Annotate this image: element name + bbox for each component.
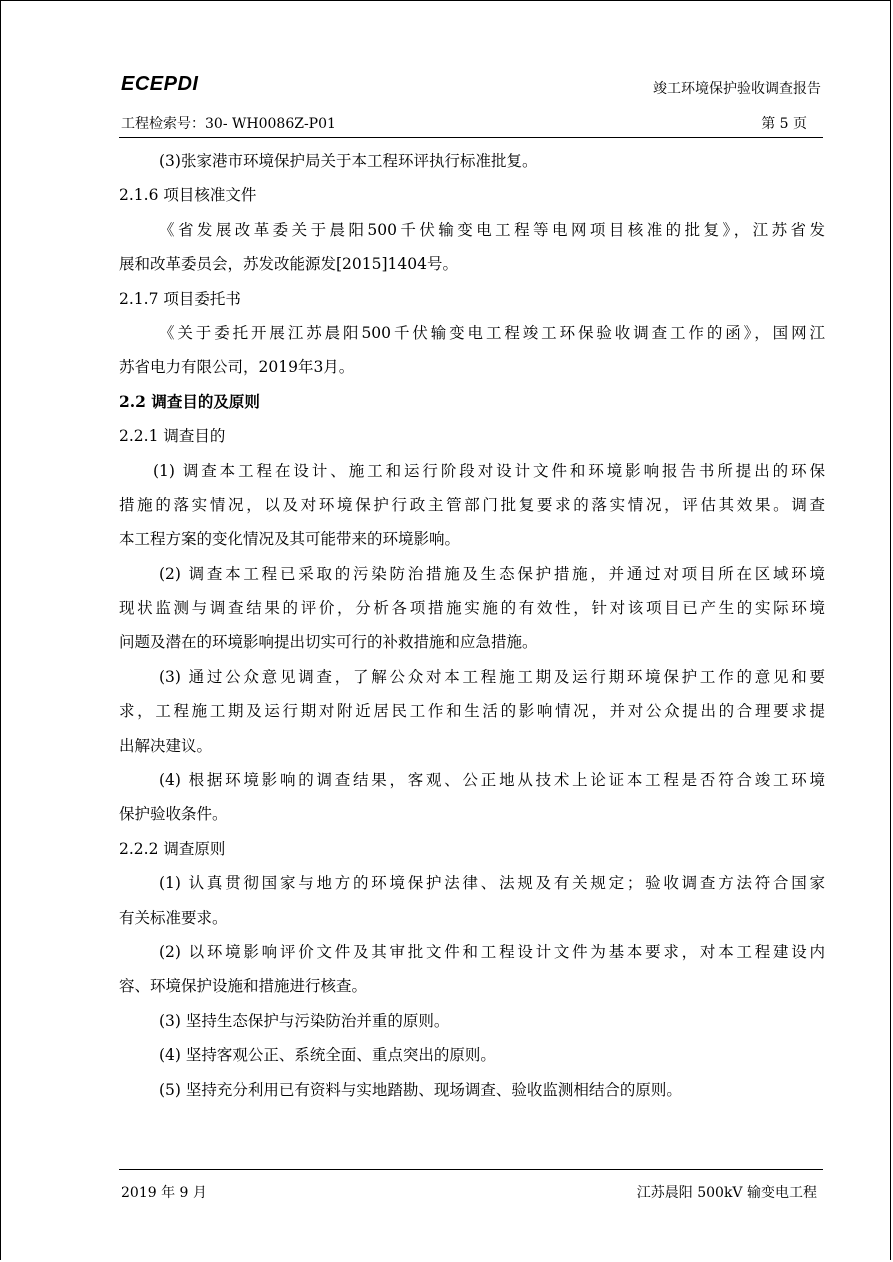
paragraph-line: 保护验收条件。 (119, 805, 228, 824)
paragraph-line: 求，工程施工期及运行期对附近居民工作和生活的影响情况，并对公众提出的合理要求提 (119, 702, 825, 721)
paragraph-line: (1) 调查本工程在设计、施工和运行阶段对设计文件和环境影响报告书所提出的环保 (153, 461, 825, 480)
body-text (119, 144, 825, 1107)
paragraph-line: (3)张家港市环境保护局关于本工程环评执行标准批复。 (159, 152, 538, 170)
paragraph-line: 容、环境保护设施和措施进行核查。 (119, 977, 368, 996)
page-header (119, 67, 823, 138)
paragraph-line: (2) 调查本工程已采取的污染防治措施及生态保护措施，并通过对项目所在区域环境 (159, 564, 825, 583)
paragraph-line: 有关标准要求。 (119, 908, 228, 927)
footer-project-name: 江苏晨阳 500kV 输变电工程 (636, 1185, 817, 1201)
page-footer (119, 1169, 823, 1210)
paragraph-line: 《关于委托开展江苏晨阳500千伏输变电工程竣工环保验收调查工作的函》，国网江 (159, 323, 825, 342)
paragraph-line: 展和改革委员会，苏发改能源发[2015]1404号。 (119, 255, 458, 274)
paragraph-line: 现状监测与调查结果的评价，分析各项措施实施的有效性，针对该项目已产生的实际环境 (119, 599, 825, 618)
paragraph-line: (4) 根据环境影响的调查结果，客观、公正地从技术上论证本工程是否符合竣工环境 (159, 771, 825, 790)
paragraph-line: 苏省电力有限公司，2019年3月。 (119, 358, 355, 377)
footer-date: 2019 年 9 月 (121, 1185, 207, 1201)
section-heading: 2.1.7 项目委托书 (119, 289, 241, 308)
paragraph-line: 本工程方案的变化情况及其可能带来的环境影响。 (119, 530, 461, 549)
section-heading: 2.2.2 调查原则 (119, 839, 226, 858)
company-logo: ECEPDI (121, 73, 199, 95)
paragraph-line: (1) 认真贯彻国家与地方的环境保护法律、法规及有关规定；验收调查方法符合国家 (159, 874, 825, 893)
paragraph-line: (4) 坚持客观公正、系统全面、重点突出的原则。 (159, 1046, 496, 1065)
paragraph-line: 《省发展改革委关于晨阳500千伏输变电工程等电网项目核准的批复》，江苏省发 (159, 220, 825, 239)
paragraph-line: (5) 坚持充分利用已有资料与实地踏勘、现场调查、验收监测相结合的原则。 (159, 1080, 682, 1099)
section-heading: 2.2 调查目的及原则 (119, 391, 260, 411)
project-number: 工程检索号：30- WH0086Z-P01 (121, 116, 336, 132)
section-heading: 2.2.1 调查目的 (119, 427, 226, 446)
paragraph-line: (3) 坚持生态保护与污染防治并重的原则。 (159, 1011, 450, 1030)
paragraph-line: 措施的落实情况，以及对环境保护行政主管部门批复要求的落实情况，评估其效果。调查 (119, 495, 825, 514)
paragraph-line: (3) 通过公众意见调查，了解公众对本工程施工期及运行期环境保护工作的意见和要 (159, 667, 825, 686)
page-number: 第 5 页 (761, 116, 807, 132)
paragraph-line: (2) 以环境影响评价文件及其审批文件和工程设计文件为基本要求，对本工程建设内 (159, 942, 825, 961)
report-title: 竣工环境保护验收调查报告 (653, 81, 821, 97)
paragraph-line: 出解决建议。 (119, 736, 213, 755)
section-heading: 2.1.6 项目核准文件 (119, 186, 257, 205)
paragraph-line: 问题及潜在的环境影响提出切实可行的补救措施和应急措施。 (119, 633, 538, 652)
